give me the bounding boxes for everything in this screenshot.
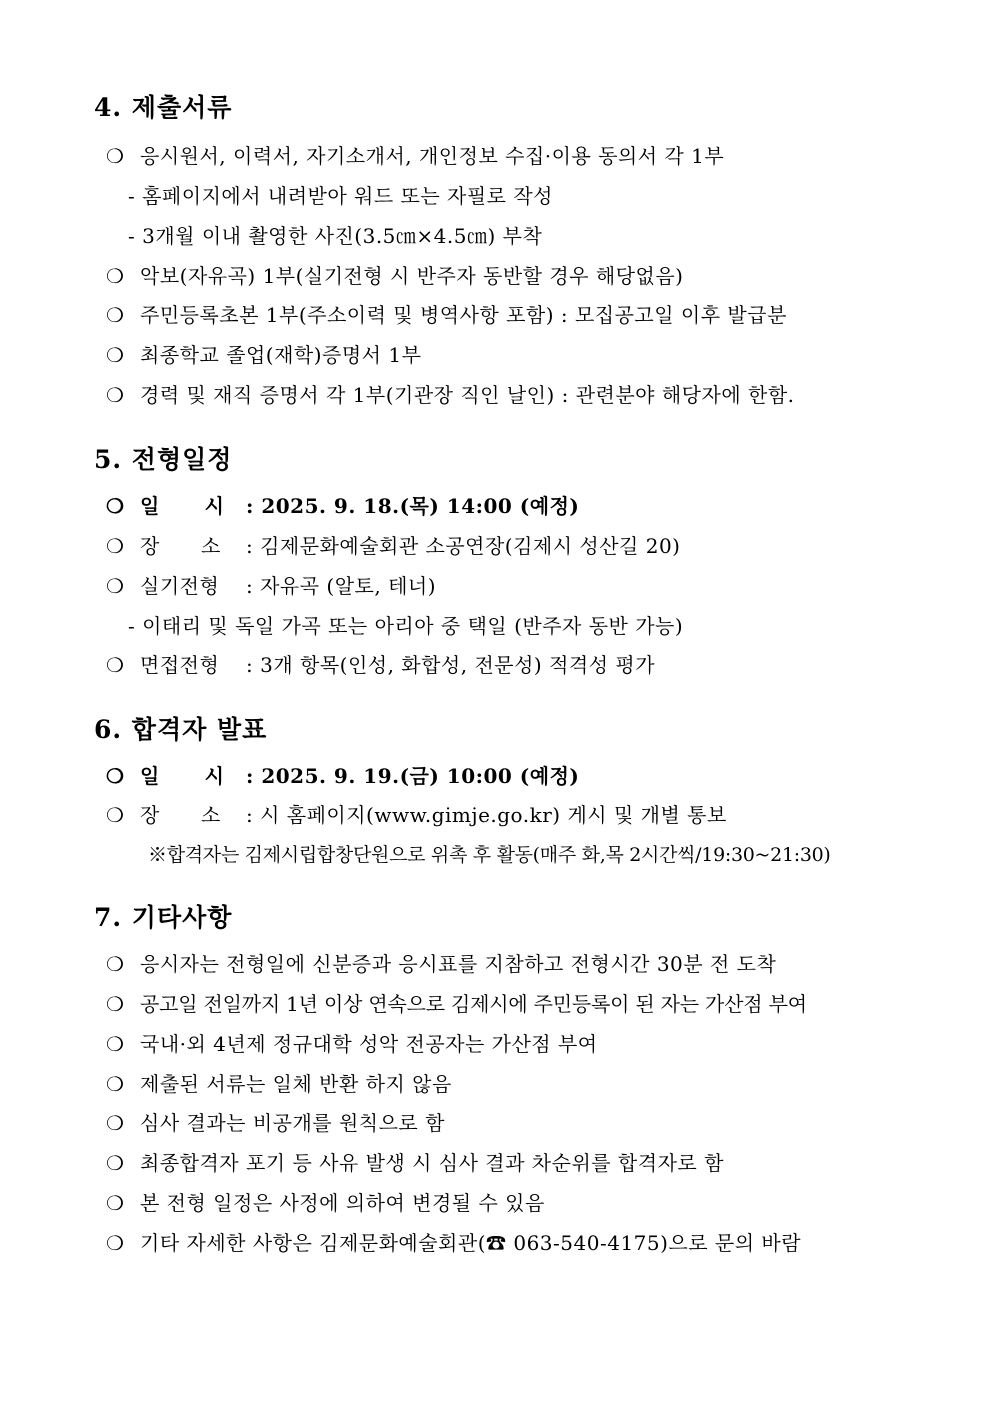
bullet-icon: ❍ <box>106 1231 125 1255</box>
list-item: ❍ 최종학교 졸업(재학)증명서 1부 <box>106 343 422 367</box>
list-item: ❍ 공고일 전일까지 1년 이상 연속으로 김제시에 주민등록이 된 자는 가산점 부여 <box>106 992 807 1016</box>
bullet-icon: ❍ <box>106 303 125 327</box>
bullet-icon: ❍ <box>106 534 125 558</box>
bullet-icon: ❍ <box>106 383 125 407</box>
list-item: ❍ 본 전형 일정은 사정에 의하여 변경될 수 있음 <box>106 1191 545 1215</box>
list-item: ❍ 악보(자유곡) 1부(실기전형 시 반주자 동반할 경우 해당없음) <box>106 264 684 288</box>
section-7-title: 7. 기타사항 <box>94 903 233 932</box>
bullet-icon: ❍ <box>106 144 125 168</box>
schedule-interview-row: ❍ 면접전형 : 3개 항목(인성, 화합성, 전문성) 적격성 평가 <box>106 653 656 677</box>
bullet-icon: ❍ <box>106 803 125 827</box>
list-item: ❍ 응시자는 전형일에 신분증과 응시표를 지참하고 전형시간 30분 전 도착 <box>106 952 777 976</box>
bullet-icon: ❍ <box>106 494 125 518</box>
bullet-icon: ❍ <box>106 264 125 288</box>
list-item: ❍ 경력 및 재직 증명서 각 1부(기관장 직인 날인) : 관련분야 해당자에 한함. <box>106 383 795 407</box>
bullet-icon: ❍ <box>106 764 125 788</box>
bullet-icon: ❍ <box>106 1191 125 1215</box>
list-sub-item: - 3개월 이내 촬영한 사진(3.5㎝×4.5㎝) 부착 <box>128 224 543 248</box>
announce-place-row: ❍ 장 소 : 시 홈페이지(www.gimje.go.kr) 게시 및 개별 통보 <box>106 803 727 827</box>
schedule-place-row: ❍ 장 소 : 김제문화예술회관 소공연장(김제시 성산길 20) <box>106 534 681 558</box>
section-4-title: 4. 제출서류 <box>94 93 233 122</box>
list-item: ❍ 응시원서, 이력서, 자기소개서, 개인정보 수집·이용 동의서 각 1부 <box>106 144 725 168</box>
section-5-title: 5. 전형일정 <box>94 445 233 474</box>
schedule-date-row: ❍ 일 시 : 2025. 9. 18.(목) 14:00 (예정) <box>106 494 580 518</box>
list-item: ❍ 주민등록초본 1부(주소이력 및 병역사항 포함) : 모집공고일 이후 발급분 <box>106 303 787 327</box>
announce-note: ※합격자는 김제시립합창단원으로 위촉 후 활동(매주 화,목 2시간씩/19:30~21:30) <box>148 844 831 866</box>
bullet-icon: ❍ <box>106 1151 125 1175</box>
schedule-practical-row: ❍ 실기전형 : 자유곡 (알토, 테너) <box>106 574 437 598</box>
bullet-icon: ❍ <box>106 343 125 367</box>
list-sub-item: - 이태리 및 독일 가곡 또는 아리아 중 택일 (반주자 동반 가능) <box>128 614 684 638</box>
list-item: ❍ 심사 결과는 비공개를 원칙으로 함 <box>106 1111 445 1135</box>
announce-date-row: ❍ 일 시 : 2025. 9. 19.(금) 10:00 (예정) <box>106 764 580 788</box>
bullet-icon: ❍ <box>106 1111 125 1135</box>
bullet-icon: ❍ <box>106 574 125 598</box>
bullet-icon: ❍ <box>106 653 125 677</box>
list-item: ❍ 국내·외 4년제 정규대학 성악 전공자는 가산점 부여 <box>106 1032 598 1056</box>
list-sub-item: - 홈페이지에서 내려받아 워드 또는 자필로 작성 <box>128 184 553 208</box>
list-item: ❍ 최종합격자 포기 등 사유 발생 시 심사 결과 차순위를 합격자로 함 <box>106 1151 724 1175</box>
bullet-icon: ❍ <box>106 952 125 976</box>
list-item: ❍ 기타 자세한 사항은 김제문화예술회관(☎ 063-540-4175)으로 문의 바람 <box>106 1231 802 1255</box>
list-item: ❍ 제출된 서류는 일체 반환 하지 않음 <box>106 1072 452 1096</box>
bullet-icon: ❍ <box>106 992 124 1016</box>
bullet-icon: ❍ <box>106 1072 125 1096</box>
bullet-icon: ❍ <box>106 1032 125 1056</box>
section-6-title: 6. 합격자 발표 <box>94 715 268 744</box>
